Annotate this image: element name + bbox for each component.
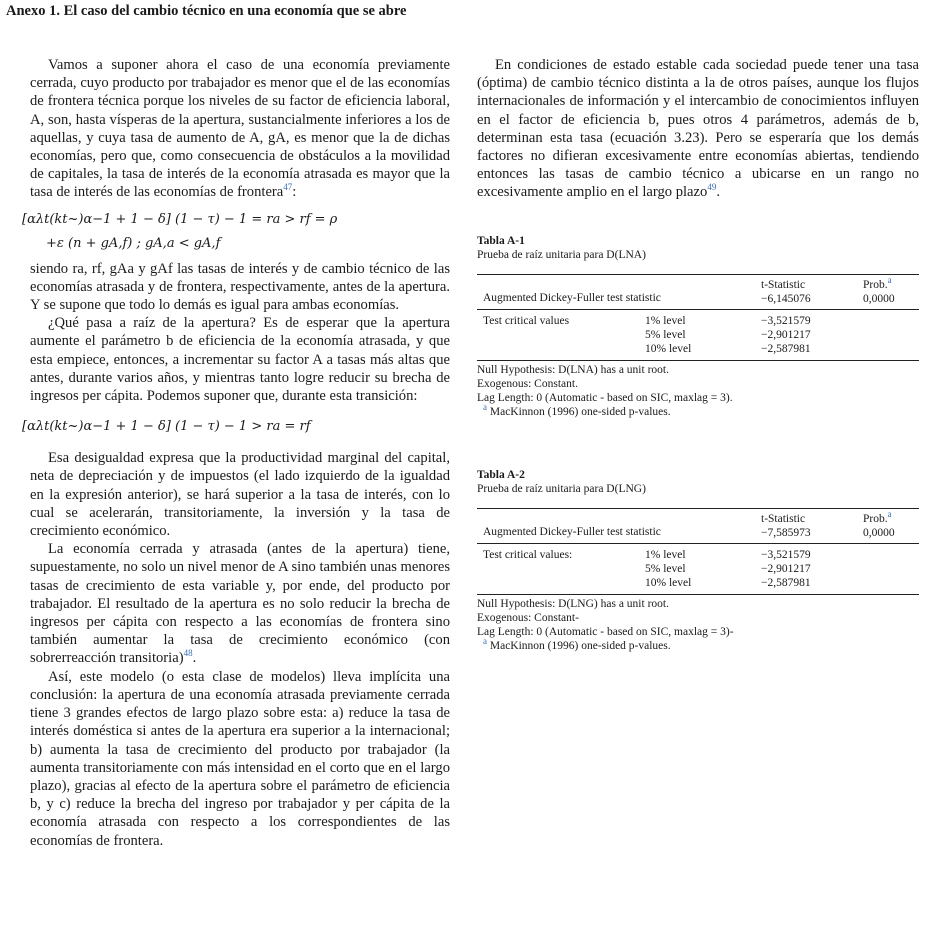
footnote-mark: a: [887, 275, 892, 286]
col-header: t-Statistic: [761, 513, 806, 525]
footnote-mark: a: [483, 636, 487, 647]
paragraph: Así, este modelo (o esta clase de modelos) lleva implícita una conclusión: la apertura de una economía atrasada previamente cerrada tiene 3 grandes efectos de largo plazo sobre esta: a) reduce la tasa de interés doméstica si antes de la apertura era superior a la internacional; b) aumenta la tasa de crecimiento del producto por trabajador (la aumenta transitoriamente con más intensidad en el corto que en el largo plazo), gracias al efecto de la apertura sobre el parámetro de eficiencia b, y c) reduce la brecha del ingreso por trabajador y per cápita de la economía atrasada con respecto a los correspondientes de las economías de frontera.: [30, 668, 450, 849]
cell: −7,585973: [761, 527, 811, 539]
table-row: [477, 310, 919, 361]
header-text: Prob.: [863, 279, 888, 291]
appendix-heading: Anexo 1. El caso del cambio técnico en una economía que se abre: [6, 3, 407, 19]
note: Exogenous: Constant-: [477, 612, 579, 624]
cell: Test critical values: [483, 315, 570, 327]
table-title: Tabla A-1: [477, 235, 525, 247]
cell: −2,901217: [761, 563, 811, 575]
cell: 1% level: [645, 315, 686, 327]
paragraph-text: La economía cerrada y atrasada (antes de la apertura) tiene, supuestamente, no solo un nivel menor de A sino también unas menores tasas de crecimiento de esta variable y, por ende, del producto por trabajador. El resultado de la apertura es no solo reducir la brecha de ingresos per cápita con respecto a las economías de frontera sino también aumentar la tasa de crecimiento económico (con sobrerreacción transitoria): [30, 541, 450, 667]
footnote-text: MacKinnon (1996) one-sided p-values.: [489, 640, 671, 652]
paragraph: ¿Qué pasa a raíz de la apertura? Es de esperar que la apertura aumente el parámetro b de eficiencia de la economía atrasada, y que esta empiece, entonces, a incrementar su factor A a tasas más altas que antes, durante varios años, y mientras tanto logre reducir su brecha de ingresos per cápita. Podemos suponer que, durante esta transición:: [30, 315, 450, 405]
table-subtitle: Prueba de raíz unitaria para D(LNA): [477, 249, 646, 261]
table-a2: [477, 468, 919, 653]
table-row: [477, 509, 919, 544]
paragraph-text: En condiciones de estado estable cada sociedad puede tener una tasa (óptima) de cambio técnico distinta a la de otros países, aunque los flujos internacionales de información y el intercambio de conocimientos influyen en el factor de eficiencia b, pues otros 4 parámetros, además de b, determinan esta tasa (ecuación 3.23). Pero se esperaría que los demás factores no difieran excesivamente entre economías abiertas, tendiendo entonces las tasas de cambio técnico a ubicarse en un rango no excesivamente amplio en el largo plazo: [477, 57, 919, 201]
footnote-ref[interactable]: 47: [283, 182, 293, 193]
note: Lag Length: 0 (Automatic - based on SIC, maxlag = 3).: [477, 392, 733, 404]
paragraph-text: Vamos a suponer ahora el caso de una economía previamente cerrada, cuyo producto por trabajador es menor que el de las economías de frontera técnica porque los niveles de su factor de eficiencia laboral, A, son, hasta vísperas de la apertura, sustancialmente inferiores a los de aquellas, y cuya tasa de aumento de A, gA, es menor que la de dichas economías, pero que, como consecuencia de obstáculos a la movilidad de capitales, la tasa de interés de la economía atrasada es mayor que la tasa de interés de las economías de frontera: [30, 57, 450, 201]
footnote-ref[interactable]: 48: [183, 648, 193, 659]
table-title: Tabla A-2: [477, 469, 525, 481]
table-subtitle: Prueba de raíz unitaria para D(LNG): [477, 483, 646, 495]
equation-1: [22, 208, 450, 256]
cell: Augmented Dickey-Fuller test statistic: [477, 275, 755, 310]
left-column: [22, 56, 450, 850]
equation-2: [αλt(kt~)α−1 + 1 − δ] (1 − τ) − 1 > ra = rf: [22, 419, 311, 435]
note: Null Hypothesis: D(LNA) has a unit root.: [477, 364, 669, 376]
table-notes: [477, 363, 919, 419]
right-column: [477, 56, 919, 202]
paragraph: La economía cerrada y atrasada (antes de la apertura) tiene, supuestamente, no solo un nivel menor de A sino también unas menores tasas de crecimiento de esta variable y, por ende, del producto por trabajador. El resultado de la apertura es no solo reducir la brecha de ingresos per cápita con respecto a las economías de frontera sino también aumentar la tasa de crecimiento económico (con sobrerreacción transitoria)$^{48}$.: [30, 541, 450, 667]
cell: Augmented Dickey-Fuller test statistic: [477, 509, 755, 544]
paragraph: Esa desigualdad expresa que la productividad marginal del capital, neta de depreciación y de impuestos (el lado izquierdo de la igualdad en la expresión anterior), se hará superior a la tasa de interés, con lo cual se acelerarán, transitoriamente, la inversión y la tasa de crecimiento económico.: [30, 450, 450, 540]
paragraph: Vamos a suponer ahora el caso de una economía previamente cerrada, cuyo producto por trabajador es menor que el de las economías de frontera técnica porque los niveles de su factor de eficiencia laboral, A, son, hasta vísperas de la apertura, sustancialmente inferiores a los de aquellas, y cuya tasa de aumento de A, gA, es menor que la de dichas economías, pero que, como consecuencia de obstáculos a la movilidad de capitales, la tasa de interés de la economía atrasada es mayor que la tasa de interés de las economías de frontera$^{47}$:: [30, 57, 450, 201]
footnote: [477, 636, 919, 653]
cell: −3,521579: [761, 315, 811, 327]
cell: 10% level: [645, 343, 692, 355]
cell: −2,587981: [761, 343, 811, 355]
paragraph: siendo ra, rf, gAa y gAf las tasas de interés y de cambio técnico de las economías atrasada y de frontera, respectivamente, antes de la apertura. Y se supone que todo lo demás es igual para ambas economías.: [30, 260, 450, 314]
paragraph: En condiciones de estado estable cada sociedad puede tener una tasa (óptima) de cambio técnico distinta a la de otros países, aunque los flujos internacionales de información y el intercambio de conocimientos influyen en el factor de eficiencia b, pues otros 4 parámetros, además de b, determinan esta tasa (ecuación 3.23). Pero se esperaría que los demás factores no difieran excesivamente entre economías abiertas, tendiendo entonces las tasas de cambio técnico a ubicarse en un rango no excesivamente amplio en el largo plazo$^{49}$.: [477, 57, 919, 201]
note: Lag Length: 0 (Automatic - based on SIC, maxlag = 3)-: [477, 626, 734, 638]
unit-root-table: [477, 508, 919, 595]
table-row: [477, 544, 919, 595]
note: Exogenous: Constant.: [477, 378, 578, 390]
header-text: Prob.: [863, 513, 888, 525]
equation-line: [αλt(kt~)α−1 + 1 − δ] (1 − τ) − 1 = ra > rf = ρ: [22, 211, 338, 227]
footnote-mark: a: [483, 402, 487, 413]
cell: 0,0000: [863, 527, 895, 539]
col-header: t-Statistic: [761, 279, 806, 291]
table-row: [477, 275, 919, 310]
cell: 10% level: [645, 577, 692, 589]
note: Null Hypothesis: D(LNG) has a unit root.: [477, 598, 669, 610]
cell: 0,0000: [863, 293, 895, 305]
footnote-mark: a: [887, 509, 892, 520]
cell: 5% level: [645, 329, 686, 341]
cell: 1% level: [645, 549, 686, 561]
footnote-ref[interactable]: 49: [707, 182, 717, 193]
cell: Test critical values:: [483, 549, 573, 561]
col-header: [863, 509, 913, 526]
cell: −3,521579: [761, 549, 811, 561]
equation-line: +ε (n + gA,f) ; gA,a < gA,f: [46, 235, 221, 251]
cell: −6,145076: [761, 293, 811, 305]
cell: −2,587981: [761, 577, 811, 589]
table-a1: [477, 234, 919, 419]
cell: −2,901217: [761, 329, 811, 341]
table-notes: [477, 597, 919, 653]
unit-root-table: [477, 274, 919, 361]
col-header: [863, 275, 913, 292]
footnote: [477, 402, 919, 419]
footnote-text: MacKinnon (1996) one-sided p-values.: [489, 406, 671, 418]
cell: 5% level: [645, 563, 686, 575]
